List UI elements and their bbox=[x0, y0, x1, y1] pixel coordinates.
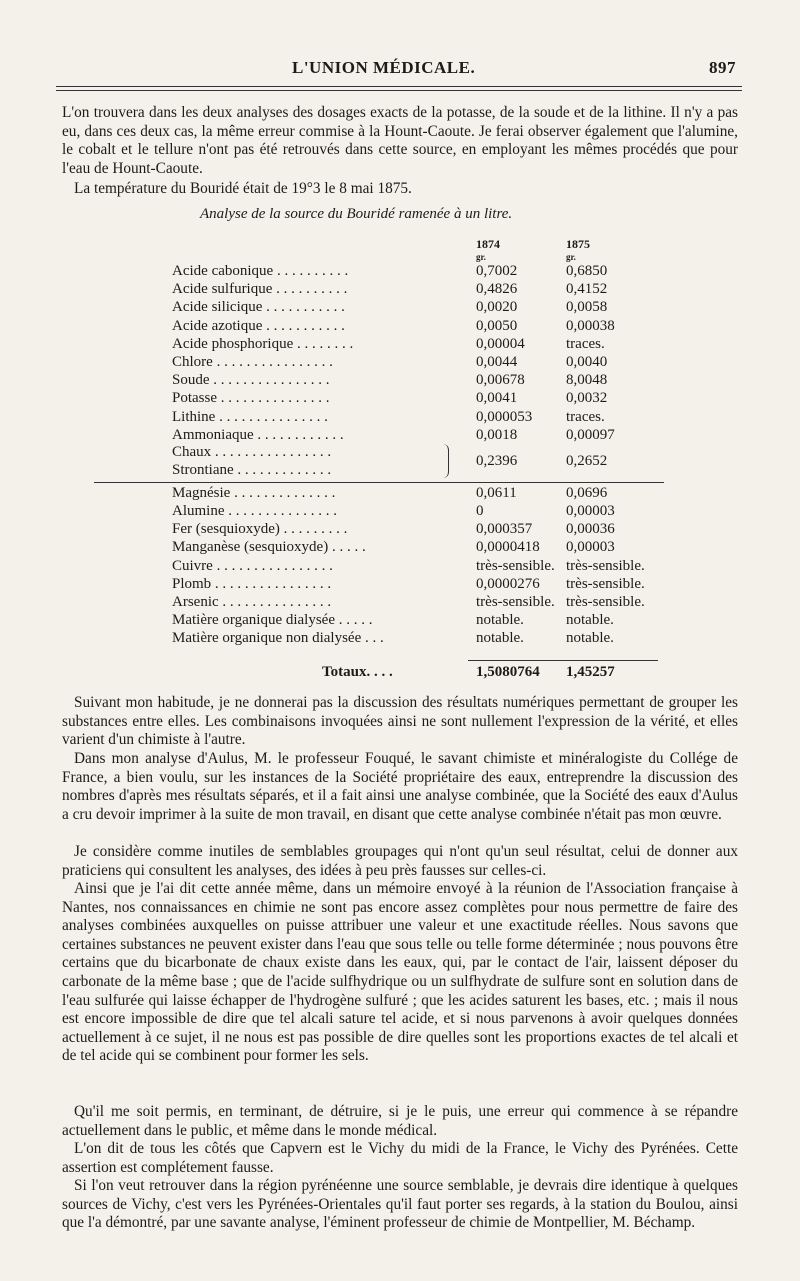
value-1874: 0,0611 bbox=[476, 484, 517, 501]
value-1875: 0,4152 bbox=[566, 281, 608, 298]
table-row bbox=[170, 335, 650, 353]
substance-name: Cuivre . . . . . . . . . . . . . . . . bbox=[172, 557, 333, 574]
table-row bbox=[170, 611, 650, 629]
table-row bbox=[170, 538, 650, 556]
column-year-1875: 1875 bbox=[566, 237, 590, 251]
substance-name: Acide cabonique . . . . . . . . . . bbox=[172, 263, 349, 279]
total-1875: 1,45257 bbox=[566, 664, 615, 680]
table-row bbox=[170, 317, 650, 335]
table-row bbox=[170, 502, 650, 520]
unit-1874: gr. bbox=[476, 252, 486, 262]
table-row bbox=[170, 389, 650, 407]
value-1875: 0,0032 bbox=[566, 390, 608, 407]
paragraph-intro: L'on trouvera dans les deux analyses des dosages exacts de la potasse, de la soude et de la lithine. Il n'y a pas eu, dans ces deux cas, la même erreur commise à la Hount-Caoute. Je ferai observer également que l'alumine, le cobalt et le tellure n'ont pas été retrouvés dans cette source, en employant les mêmes procédés que pour l'eau de Hount-Caoute. bbox=[62, 104, 738, 177]
table-row bbox=[170, 575, 650, 593]
value-1874: 0,4826 bbox=[476, 281, 518, 298]
substance-name: Acide silicique . . . . . . . . . . . bbox=[172, 299, 345, 316]
table-row bbox=[170, 629, 650, 647]
substance-name: Strontiane . . . . . . . . . . . . . bbox=[172, 461, 332, 478]
value-1875: 0,2652 bbox=[566, 452, 608, 469]
value-1875: 0,0058 bbox=[566, 299, 608, 316]
table-row bbox=[170, 484, 650, 502]
table-row bbox=[170, 280, 650, 298]
value-1874: très-sensible. bbox=[476, 594, 555, 610]
substance-name: Chaux . . . . . . . . . . . . . . . . bbox=[172, 443, 332, 460]
value-1874: 0,0020 bbox=[476, 299, 518, 316]
value-1874: 0 bbox=[476, 503, 484, 520]
value-1875: traces. bbox=[566, 335, 605, 352]
paragraph-boulou: Si l'on veut retrouver dans la région pyrénéenne une source semblable, je devrais dire identique à quelques sources de Vichy, c'est vers les Pyrénées-Orientales qu'il faut porter ses regards, à la station du Boulou, ainsi que l'a démontré, par une savante analyse, l'éminent professeur de chimie de Montpellier, M. Béchamp. bbox=[62, 1177, 738, 1232]
table-row-chaux-strontiane bbox=[170, 444, 650, 480]
substance-name: Potasse . . . . . . . . . . . . . . . bbox=[172, 390, 330, 407]
table-row bbox=[170, 353, 650, 371]
value-1875: très-sensible. bbox=[566, 557, 645, 574]
paragraph-aulus: Dans mon analyse d'Aulus, M. le professeur Fouqué, le savant chimiste et minéralogiste du Collége de France, a bien voulu, sur les instances de la Société propriétaire des eaux, entreprendre la discussion des nombres d'après mes résultats séparés, et il a fait ainsi une analyse combinée, que la Société des eaux d'Aulus a cru devoir imprimer à la suite de mon travail, en disant que cette analyse combinée n'était pas mon œuvre. bbox=[62, 750, 738, 823]
value-1874: 0,000053 bbox=[476, 408, 533, 425]
value-1875: 0,00003 bbox=[566, 503, 615, 520]
table-row bbox=[170, 408, 650, 426]
substance-name: Chlore . . . . . . . . . . . . . . . . bbox=[172, 353, 333, 370]
paragraph-erreur: Qu'il me soit permis, en terminant, de détruire, si je le puis, une erreur qui commence à se répandre actuellement dans le public, et même dans le monde médical. bbox=[62, 1103, 738, 1139]
value-1875: 0,6850 bbox=[566, 263, 608, 279]
running-header bbox=[60, 58, 740, 82]
value-1874: 0,000357 bbox=[476, 521, 533, 538]
paragraph-temperature: La température du Bouridé était de 19°3 le 8 mai 1875. bbox=[74, 180, 412, 197]
table-row bbox=[170, 593, 650, 611]
paragraph-nantes: Ainsi que je l'ai dit cette année même, dans un mémoire envoyé à la réunion de l'Association française à Nantes, nos connaissances en chimie ne sont pas encore assez complètes pour nous permettre de faire des analyses combinées auxquelles on puisse attribuer une valeur et une exactitude réelles. Nous savons que certaines substances ne peuvent exister dans l'eau que sous telle ou telle forme déterminée ; nous pouvons être certains que du bicarbonate de chaux existe dans les eaux, qui, par le contact de l'air, laissent déposer du carbonate de la même base ; que de l'acide sulfhydrique ou un sulfhydrate de sulfure sont en solution dans de l'eau sulfurée qui laisse échapper de l'hydrogène sulfuré ; que les acides saturent les bases, etc. ; mais il nous est encore impossible de dire que tel alcali sature tel acide, et si nous parvenons à avoir quelques données actuellement à ce sujet, il ne nous est pas possible de dire quelles sont les proportions exactes de tel alcali et de tel acide qui se combinent pour former les sels. bbox=[62, 880, 738, 1065]
analysis-table bbox=[170, 236, 650, 648]
value-1874: 0,00678 bbox=[476, 372, 525, 389]
value-1874: 0,0041 bbox=[476, 390, 518, 407]
substance-name: Acide azotique . . . . . . . . . . . bbox=[172, 317, 345, 334]
paragraph-capvern: L'on dit de tous les côtés que Capvern est le Vichy du midi de la France, le Vichy des Pyrénées. Cette assertion est complétement fausse. bbox=[62, 1140, 738, 1176]
value-1874: 0,0050 bbox=[476, 317, 518, 334]
table-row bbox=[170, 557, 650, 575]
value-1875: traces. bbox=[566, 408, 605, 425]
value-1874: 0,0018 bbox=[476, 426, 518, 443]
grouping-brace bbox=[442, 444, 449, 478]
value-1874: 0,0000418 bbox=[476, 539, 540, 556]
value-1875: très-sensible. bbox=[566, 594, 645, 610]
table-divider bbox=[94, 482, 664, 483]
unit-1875: gr. bbox=[566, 252, 576, 262]
value-1875: 0,00003 bbox=[566, 539, 615, 556]
table-row bbox=[170, 520, 650, 538]
substance-name: Lithine . . . . . . . . . . . . . . . bbox=[172, 408, 328, 425]
table-row bbox=[170, 298, 650, 316]
table-row bbox=[170, 426, 650, 444]
table-row bbox=[170, 262, 650, 280]
table-row bbox=[170, 371, 650, 389]
substance-name: Matière organique dialysée . . . . . bbox=[172, 612, 373, 629]
value-1875: 0,0040 bbox=[566, 353, 608, 370]
journal-title: L'UNION MÉDICALE. bbox=[292, 58, 476, 77]
value-1874: 0,0044 bbox=[476, 353, 518, 370]
value-1875: notable. bbox=[566, 630, 614, 647]
substance-name: Fer (sesquioxyde) . . . . . . . . . bbox=[172, 521, 348, 538]
value-1875: 0,00038 bbox=[566, 317, 615, 334]
column-year-1874: 1874 bbox=[476, 237, 500, 251]
value-1875: 0,0696 bbox=[566, 484, 608, 501]
substance-name: Acide sulfurique . . . . . . . . . . bbox=[172, 281, 348, 298]
totals-row bbox=[170, 664, 650, 684]
value-1875: très-sensible. bbox=[566, 575, 645, 592]
header-rule-thin bbox=[56, 90, 742, 91]
table-unit-row bbox=[170, 252, 650, 262]
value-1874: 0,0000276 bbox=[476, 575, 540, 592]
value-1875: 8,0048 bbox=[566, 372, 608, 389]
value-1874: 0,7002 bbox=[476, 263, 518, 279]
table-caption: Analyse de la source du Bouridé ramenée à un litre. bbox=[200, 206, 513, 222]
value-1874: 0,2396 bbox=[476, 452, 518, 469]
value-1874: très-sensible. bbox=[476, 557, 555, 574]
value-1875: notable. bbox=[566, 612, 614, 629]
substance-name: Plomb . . . . . . . . . . . . . . . . bbox=[172, 575, 332, 592]
value-1875: 0,00097 bbox=[566, 426, 615, 443]
total-1874: 1,5080764 bbox=[476, 664, 540, 680]
page-number: 897 bbox=[709, 58, 736, 77]
substance-name: Soude . . . . . . . . . . . . . . . . bbox=[172, 372, 330, 389]
substance-name: Magnésie . . . . . . . . . . . . . . bbox=[172, 484, 336, 501]
substance-name: Arsenic . . . . . . . . . . . . . . . bbox=[172, 594, 332, 610]
header-rule bbox=[56, 86, 742, 87]
substance-name: Manganèse (sesquioxyde) . . . . . bbox=[172, 539, 366, 556]
paragraph-habitude: Suivant mon habitude, je ne donnerai pas la discussion des résultats numériques permettant de grouper les substances entre elles. Les combinaisons invoquées ainsi ne sont nullement l'expression de la vérité, et elles varient d'un chimiste à l'autre. bbox=[62, 694, 738, 749]
value-1874: 0,00004 bbox=[476, 335, 525, 352]
paragraph-groupages: Je considère comme inutiles de semblables groupages qui n'ont qu'un seul résultat, celui de donner aux praticiens qui consultent les analyses, des idées à peu près fausses sur celles-ci. bbox=[62, 843, 738, 879]
value-1875: 0,00036 bbox=[566, 521, 615, 538]
table-header-row bbox=[170, 236, 650, 252]
substance-name: Matière organique non dialysée . . . bbox=[172, 630, 384, 647]
totals-label: Totaux. . . . bbox=[322, 664, 393, 680]
substance-name: Ammoniaque . . . . . . . . . . . . bbox=[172, 426, 344, 443]
substance-name: Alumine . . . . . . . . . . . . . . . bbox=[172, 503, 337, 520]
substance-name: Acide phosphorique . . . . . . . . bbox=[172, 335, 354, 352]
totals-rule bbox=[468, 660, 658, 661]
value-1874: notable. bbox=[476, 630, 524, 647]
value-1874: notable. bbox=[476, 612, 524, 629]
